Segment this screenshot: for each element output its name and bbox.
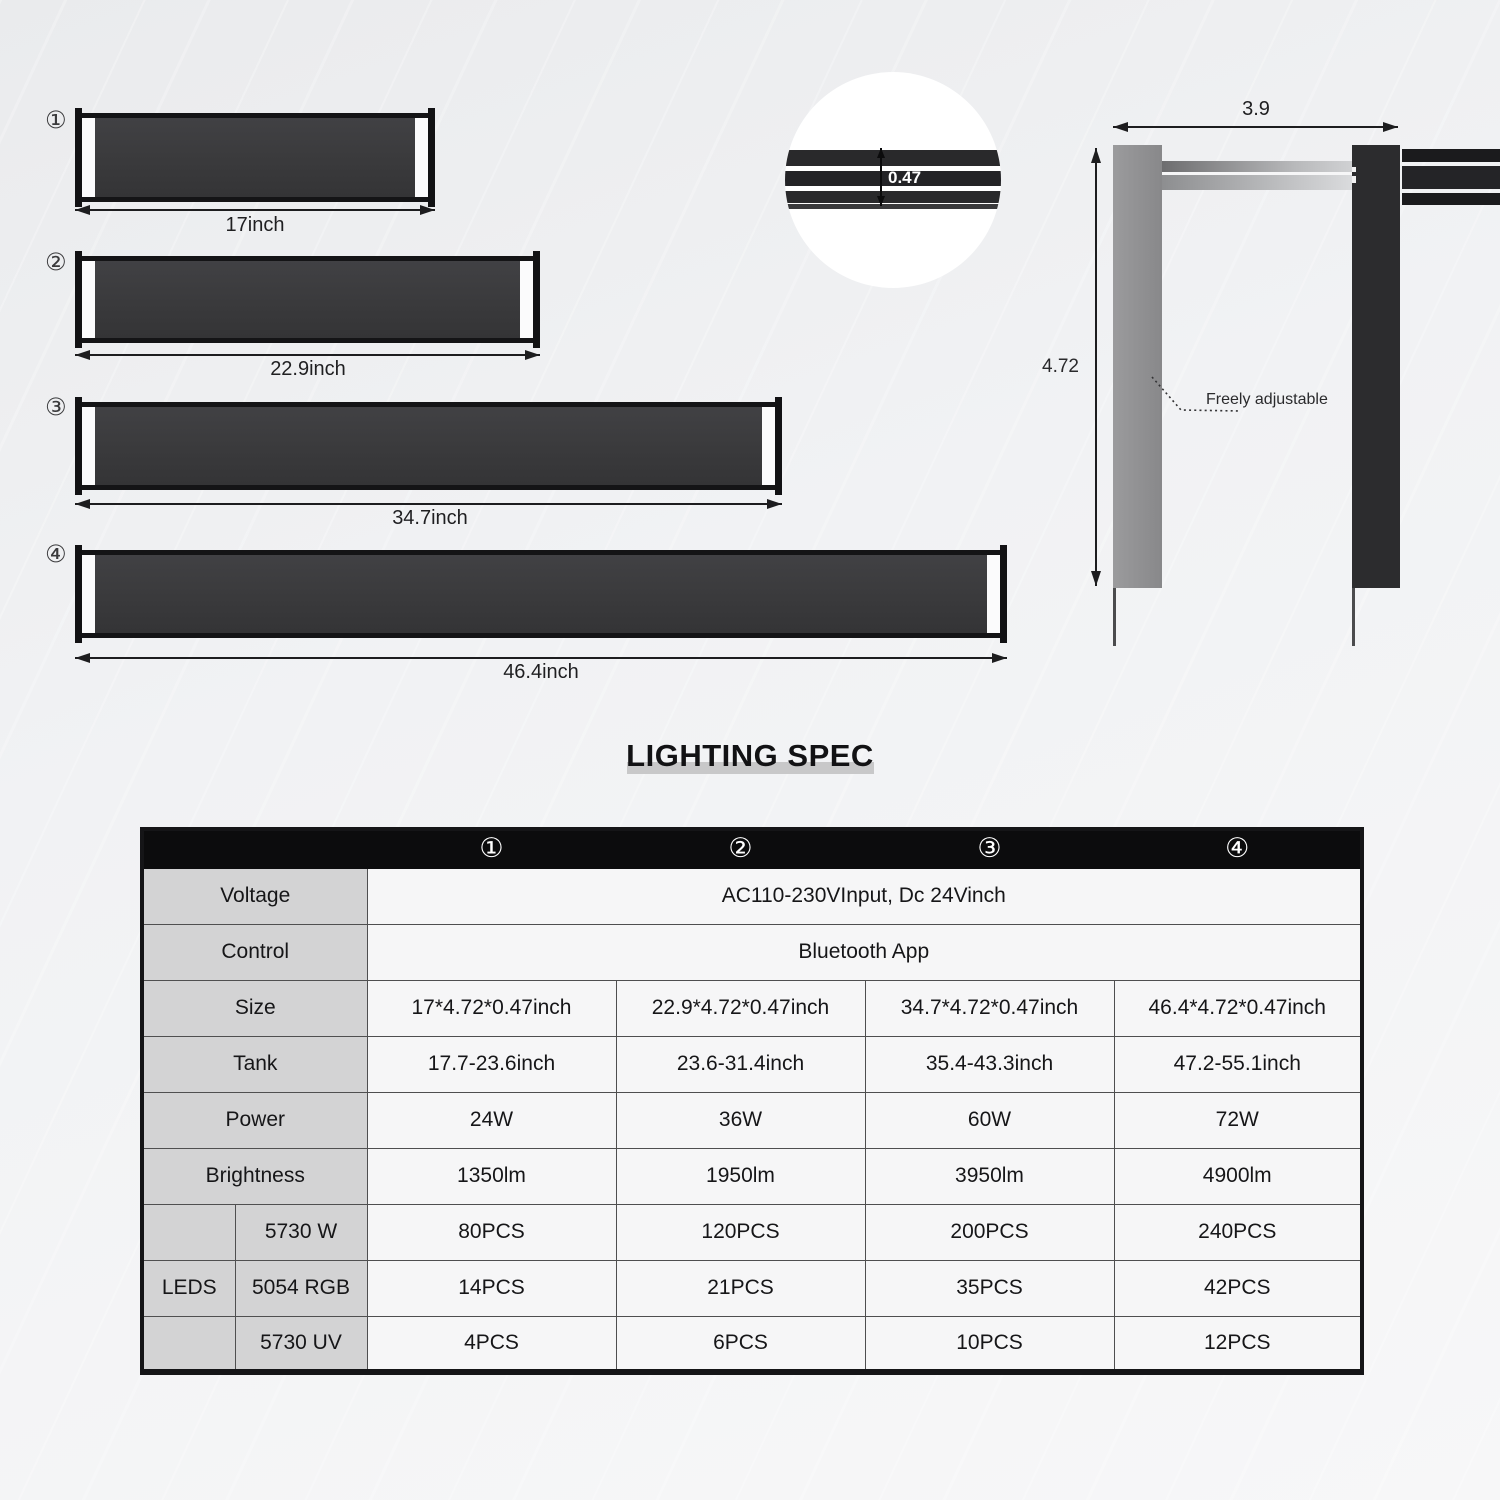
length-dimension-label-4: 46.4inch [503,661,579,683]
mount-width-label: 3.9 [1242,98,1270,120]
length-dimension-label-1: 17inch [225,214,285,236]
header-variant-4 [1114,829,1362,868]
brightness-value-1: 1350lm [367,1148,616,1204]
row-label: 5054 RGB [235,1260,367,1316]
voltage-value: AC110-230VInput, Dc 24Vinch [367,868,1362,924]
bar-right-cap [415,118,428,197]
freely-adjustable-note: Freely adjustable [1206,391,1328,408]
bar-left-stand [75,397,82,495]
circle-1-icon: ① [479,833,504,865]
header-variant-2 [616,829,865,868]
fixture-strip [1402,193,1500,205]
leds-5730uv-value-1: 4PCS [367,1316,616,1372]
leds-5054rgb-value-2: 21PCS [616,1260,865,1316]
leds-5054rgb-value-1: 14PCS [367,1260,616,1316]
profile-strip [785,204,1001,209]
row-label: Control [142,924,367,980]
table-row-brightness [142,1148,1362,1204]
light-bar-variant-1 [75,113,435,202]
bar-top-rail [82,402,775,407]
variant-3-badge-icon: ③ [45,393,67,421]
thickness-dimension-arrow [880,148,882,206]
power-value-4: 72W [1114,1092,1362,1148]
bar-left-stand [75,108,82,207]
length-dimension-label-3: 34.7inch [392,507,468,529]
bar-left-cap [82,407,95,485]
bar-left-cap [82,555,95,633]
bar-right-stand [428,108,435,207]
leds-5730uv-value-4: 12PCS [1114,1316,1362,1372]
fixture-strip [1402,149,1500,162]
row-label: Voltage [142,868,367,924]
tank-value-1: 17.7-23.6inch [367,1036,616,1092]
table-row-leds-5054rgb [142,1260,1362,1316]
bar-right-stand [1000,545,1007,643]
bar-left-cap [82,118,95,197]
bar-left-stand [75,545,82,643]
size-value-4: 46.4*4.72*0.47inch [1114,980,1362,1036]
row-label: 5730 W [235,1204,367,1260]
circle-4-icon: ④ [1225,833,1250,865]
lighting-spec-table [140,827,1364,1375]
length-dimension-arrow-1 [75,209,435,211]
tank-value-3: 35.4-43.3inch [865,1036,1114,1092]
variant-4-badge-icon: ④ [45,540,67,568]
table-row-size [142,980,1362,1036]
row-label: Brightness [142,1148,367,1204]
arm-socket-notch [1352,176,1356,183]
leds-5730w-value-3: 200PCS [865,1204,1114,1260]
variant-2-badge-icon: ② [45,248,67,276]
bar-left-stand [75,251,82,348]
row-label: Power [142,1092,367,1148]
table-row-voltage [142,868,1362,924]
table-row-leds-5730uv [142,1316,1362,1372]
leds-5730w-value-4: 240PCS [1114,1204,1362,1260]
bar-bottom-rail [82,197,428,202]
leds-5730w-value-1: 80PCS [367,1204,616,1260]
power-value-2: 36W [616,1092,865,1148]
mount-width-dimension-arrow [1113,126,1398,128]
tank-value-4: 47.2-55.1inch [1114,1036,1362,1092]
table-row-power [142,1092,1362,1148]
table-row-tank [142,1036,1362,1092]
table-row-control [142,924,1362,980]
leds-5730w-value-2: 120PCS [616,1204,865,1260]
arm-upper-band [1162,161,1352,172]
power-value-1: 24W [367,1092,616,1148]
bar-body [95,407,762,485]
thickness-detail-circle [785,72,1001,288]
bar-bottom-rail [82,338,533,343]
light-bar-variant-3 [75,402,782,490]
control-value: Bluetooth App [367,924,1362,980]
extension-arm [1162,161,1352,190]
bar-bottom-rail [82,633,1000,638]
leds-group-cell-empty [142,1316,235,1372]
header-empty-cell [142,829,367,868]
bar-body [95,555,987,633]
bar-body [95,261,520,338]
bar-right-cap [987,555,1000,633]
bar-right-cap [762,407,775,485]
bar-top-rail [82,550,1000,555]
leds-5730uv-value-3: 10PCS [865,1316,1114,1372]
light-bar-variant-4 [75,550,1007,638]
header-variant-3 [865,829,1114,868]
adjustable-bracket-gray [1113,145,1162,588]
leds-group-cell-empty [142,1204,235,1260]
bar-right-stand [533,251,540,348]
tank-glass-wall-left [1113,588,1116,646]
leds-5054rgb-value-4: 42PCS [1114,1260,1362,1316]
table-header-row [142,829,1362,868]
bar-body [95,118,415,197]
fixture-strip [1402,166,1500,189]
bar-top-rail [82,113,428,118]
profile-strip [785,150,1001,166]
row-label: 5730 UV [235,1316,367,1372]
leds-5730uv-value-2: 6PCS [616,1316,865,1372]
section-title: LIGHTING SPEC [626,738,874,773]
size-value-2: 22.9*4.72*0.47inch [616,980,865,1036]
profile-strip [785,191,1001,203]
brightness-value-4: 4900lm [1114,1148,1362,1204]
mount-height-label: 4.72 [1042,356,1079,377]
leds-5054rgb-value-3: 35PCS [865,1260,1114,1316]
size-value-1: 17*4.72*0.47inch [367,980,616,1036]
circle-2-icon: ② [728,833,753,865]
bar-right-stand [775,397,782,495]
header-variant-1 [367,829,616,868]
row-label: Size [142,980,367,1036]
brightness-value-2: 1950lm [616,1148,865,1204]
fixed-bracket-dark [1352,145,1400,588]
length-dimension-arrow-4 [75,657,1007,659]
variant-1-badge-icon: ① [45,106,67,134]
length-dimension-arrow-2 [75,354,540,356]
leds-group-label: LEDS [142,1260,235,1316]
power-value-3: 60W [865,1092,1114,1148]
arm-socket-notch [1352,167,1356,172]
brightness-value-3: 3950lm [865,1148,1114,1204]
table-row-leds-5730w [142,1204,1362,1260]
tank-glass-wall-right [1352,588,1355,646]
bar-right-cap [520,261,533,338]
thickness-dimension-label: 0.47 [888,168,922,187]
length-dimension-arrow-3 [75,503,782,505]
bar-top-rail [82,256,533,261]
bar-bottom-rail [82,485,775,490]
size-value-3: 34.7*4.72*0.47inch [865,980,1114,1036]
light-bar-variant-2 [75,256,540,343]
circle-3-icon: ③ [977,833,1002,865]
row-label: Tank [142,1036,367,1092]
tank-value-2: 23.6-31.4inch [616,1036,865,1092]
arm-lower-band [1162,175,1352,190]
bar-left-cap [82,261,95,338]
mount-height-dimension-arrow [1095,148,1097,586]
length-dimension-label-2: 22.9inch [270,358,346,380]
